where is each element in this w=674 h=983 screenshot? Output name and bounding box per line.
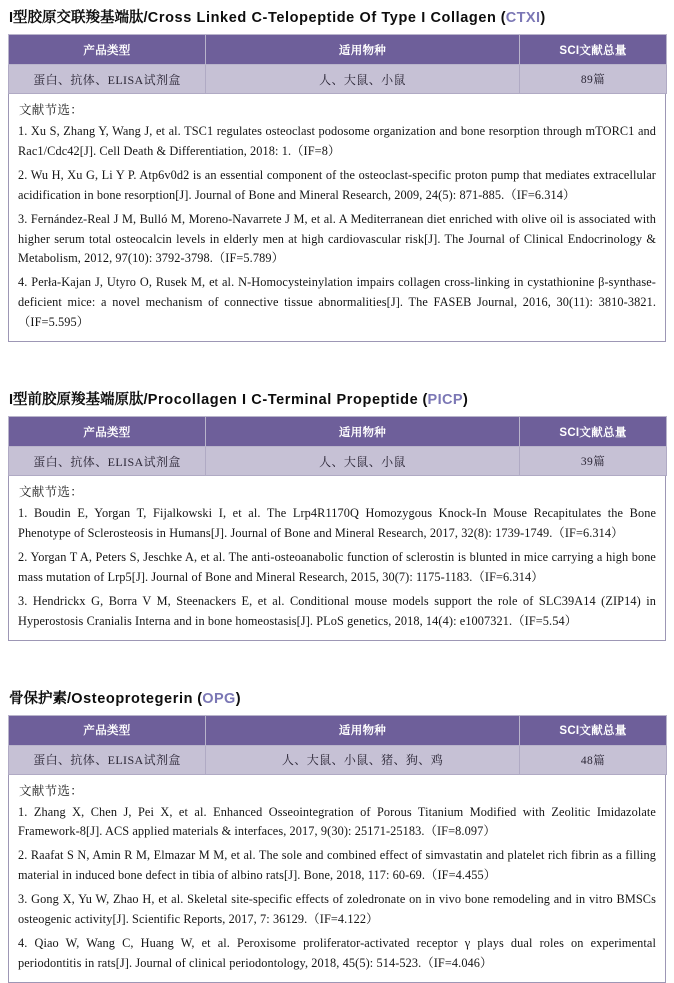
section-slash: / (143, 392, 148, 409)
section-paren-close: ) (540, 10, 546, 26)
product-table (8, 715, 667, 775)
table-row (9, 745, 667, 774)
reference-item: 2. Raafat S N, Amin R M, Elmazar M M, et al. The sole and combined effect of simvastatin and platelet rich fibrin as a filling material in induced bone defect in tibia of albino rats[J]. Bone, 2018, 117: 60-69.（IF=4.455） (18, 848, 656, 883)
section-paren-open: ( (418, 392, 428, 409)
cell-product-type: 蛋白、抗体、ELISA试剂盒 (9, 65, 206, 94)
product-table (8, 34, 667, 94)
reference-item: 3. Fernández-Real J M, Bulló M, Moreno-Navarrete J M, et al. A Mediterranean diet enriched with olive oil is associated with higher serum total osteocalcin levels in elderly men at high cardiovascular risk[J]. The Journal of Clinical Endocrinology & Metabolism, 2012, 97(10): 3792-3798.（IF=5.789） (18, 211, 656, 266)
column-header-product-type: 产品类型 (9, 417, 206, 447)
section-opg (8, 687, 666, 983)
cell-product-type: 蛋白、抗体、ELISA试剂盒 (9, 745, 206, 774)
cell-product-type: 蛋白、抗体、ELISA试剂盒 (9, 447, 206, 476)
references-box (8, 476, 666, 640)
section-abbreviation: CTXI (505, 10, 541, 26)
section-heading (8, 388, 666, 416)
table-row (9, 447, 667, 476)
table-header-row (9, 417, 667, 447)
section-abbreviation: PICP (427, 392, 463, 409)
section-english-name: Cross Linked C-Telopeptide Of Type I Collagen (147, 10, 497, 26)
reference-item: 3. Gong X, Yu W, Zhao H, et al. Skeletal site-specific effects of zoledronate on in vivo bone remodeling and in vitro BMSCs osteogenic activity[J]. Scientific Reports, 2017, 7: 36129.（IF=4.122） (18, 892, 656, 927)
section-chinese-name: 骨保护素 (9, 690, 67, 707)
cell-sci-count: 89篇 (520, 65, 667, 94)
cell-species: 人、大鼠、小鼠、猪、狗、鸡 (206, 745, 520, 774)
section-paren-open: ( (193, 690, 203, 707)
reference-item: 1. Zhang X, Chen J, Pei X, et al. Enhanced Osseointegration of Porous Titanium Modified with Zeolitic Imidazolate Framework-8[J]. ACS applied materials & interfaces, 2017, 9(30): 25171-25183.（IF=8.097） (18, 804, 656, 839)
reference-item: 4. Perła-Kajan J, Utyro O, Rusek M, et al. N-Homocysteinylation impairs collagen cross-linking in cystathionine β-synthase-deficient mice: a novel mechanism of connective tissue abnormalities[J]. The FASEB Journal, 2016, 30(11): 3810-3821.（IF=5.595） (18, 275, 656, 330)
section-chinese-name: I型前胶原羧基端原肽 (9, 392, 144, 409)
reference-item: 1. Xu S, Zhang Y, Wang J, et al. TSC1 regulates osteoclast podosome organization and bone resorption through mTORC1 and Rac1/Cdc42[J]. Cell Death & Differentiation, 2018: 1.（IF=8） (18, 124, 656, 158)
section-heading (8, 687, 666, 715)
references-label: 文献节选： (19, 485, 84, 500)
column-header-product-type: 产品类型 (9, 35, 206, 65)
cell-species: 人、大鼠、小鼠 (206, 447, 520, 476)
section-spacer (8, 342, 666, 388)
section-paren-open: ( (496, 10, 506, 26)
section-english-name: Procollagen I C-Terminal Propeptide (147, 392, 419, 409)
reference-item: 3. Hendrickx G, Borra V M, Steenackers E, et al. Conditional mouse models support the role of SLC39A14 (ZIP14) in Hyperostosis Cranialis Interna and in bone homeostasis[J]. PLoS genetics, 2018, 14(4): e1007321.（IF=5.54） (18, 593, 656, 628)
section-paren-close: ) (462, 392, 469, 409)
table-header-row (9, 35, 667, 65)
section-slash: / (143, 10, 148, 26)
reference-item: 4. Qiao W, Wang C, Huang W, et al. Peroxisome proliferator-activated receptor γ plays dual roles on experimental periodontitis in rats[J]. Journal of clinical periodontology, 2018, 45(5): 514-523.（IF=4.046） (18, 935, 656, 970)
column-header-sci-count: SCI文献总量 (520, 417, 667, 447)
references-box (8, 94, 666, 342)
references-label: 文献节选： (19, 783, 84, 798)
section-english-name: Osteoprotegerin (71, 690, 194, 707)
reference-item: 1. Boudin E, Yorgan T, Fijalkowski I, et al. The Lrp4R1170Q Homozygous Knock-In Mouse Recapitulates the Bone Phenotype of Sclerosteosis in Humans[J]. Journal of Bone and Mineral Research, 2017, 32(8): 1739-1749.（IF=6.314） (18, 506, 656, 540)
table-row (9, 65, 667, 94)
cell-sci-count: 39篇 (520, 447, 667, 476)
column-header-species: 适用物种 (206, 715, 520, 745)
references-box (8, 775, 666, 983)
cell-species: 人、大鼠、小鼠 (206, 65, 520, 94)
column-header-sci-count: SCI文献总量 (520, 35, 667, 65)
table-header-row (9, 715, 667, 745)
column-header-species: 适用物种 (206, 35, 520, 65)
reference-item: 2. Wu H, Xu G, Li Y P. Atp6v0d2 is an essential component of the osteoclast-specific proton pump that mediates extracellular acidification in bone resorption[J]. Journal of Bone and Mineral Research, 2009, 24(5): 871-885.（IF=6.314） (18, 167, 656, 202)
cell-sci-count: 48篇 (520, 745, 667, 774)
section-heading (8, 6, 666, 34)
section-paren-close: ) (235, 690, 241, 707)
column-header-product-type: 产品类型 (9, 715, 206, 745)
section-ctxi (8, 6, 666, 342)
references-label: 文献节选： (19, 103, 84, 117)
section-chinese-name: I型胶原交联羧基端肽 (9, 10, 144, 26)
column-header-species: 适用物种 (206, 417, 520, 447)
section-slash: / (67, 690, 72, 707)
reference-item: 2. Yorgan T A, Peters S, Jeschke A, et al. The anti-osteoanabolic function of sclerostin is blunted in mice carrying a high bone mass mutation of Lrp5[J]. Journal of Bone and Mineral Research, 2015, 30(7): 1175-1183.（IF=6.314） (18, 549, 656, 584)
section-picp (8, 388, 666, 640)
section-abbreviation: OPG (202, 690, 236, 707)
column-header-sci-count: SCI文献总量 (520, 715, 667, 745)
section-spacer (8, 641, 666, 687)
product-table (8, 416, 667, 476)
